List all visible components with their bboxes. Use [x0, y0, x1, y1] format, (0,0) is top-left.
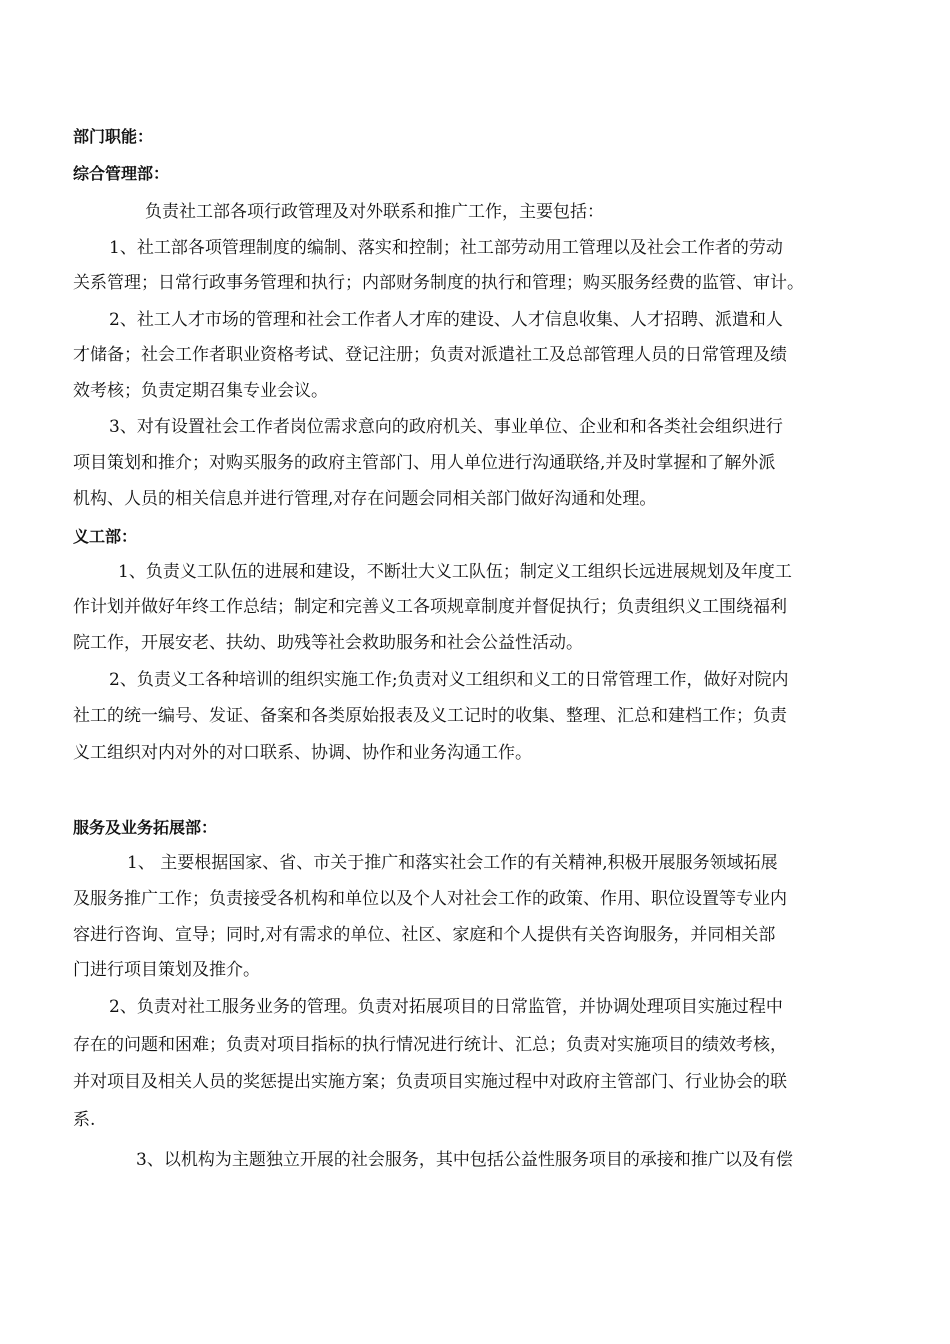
paragraph-line: 门进行项目策划及推介。	[73, 960, 260, 980]
paragraph-line: 机构、人员的相关信息并进行管理,对存在问题会同相关部门做好沟通和处理。	[73, 489, 657, 509]
paragraph-line: 系.	[73, 1110, 96, 1130]
paragraph-line: 义工组织对内对外的对口联系、协调、协作和业务沟通工作。	[73, 743, 532, 763]
document-title: 部门职能：	[73, 127, 154, 146]
paragraph-line: 1、 主要根据国家、省、市关于推广和落实社会工作的有关精神,积极开展服务领域拓展	[127, 853, 778, 873]
paragraph-line: 3、对有设置社会工作者岗位需求意向的政府机关、事业单位、企业和和各类社会组织进行	[109, 417, 783, 437]
paragraph-line: 容进行咨询、宣导；同时,对有需求的单位、社区、家庭和个人提供有关咨询服务，并同相关部	[73, 925, 776, 945]
paragraph-line: 并对项目及相关人员的奖惩提出实施方案；负责项目实施过程中对政府主管部门、行业协会的联	[73, 1072, 787, 1092]
paragraph-line: 项目策划和推介；对购买服务的政府主管部门、用人单位进行沟通联络,并及时掌握和了解外派	[73, 453, 776, 473]
paragraph-line: 2、负责义工各种培训的组织实施工作;负责对义工组织和义工的日常管理工作，做好对院内	[109, 670, 789, 690]
paragraph-line: 社工的统一编号、发证、备案和各类原始报表及义工记时的收集、整理、汇总和建档工作；负责	[73, 706, 787, 726]
section-heading-volunteer: 义工部：	[73, 527, 138, 546]
paragraph-line: 2、社工人才市场的管理和社会工作者人才库的建设、人才信息收集、人才招聘、派遣和人	[109, 310, 783, 330]
section-heading-general-management: 综合管理部：	[73, 164, 170, 183]
section-intro: 负责社工部各项行政管理及对外联系和推广工作，主要包括：	[145, 202, 604, 222]
paragraph-line: 效考核；负责定期召集专业会议。	[73, 381, 328, 401]
paragraph-line: 院工作，开展安老、扶幼、助残等社会救助服务和社会公益性活动。	[73, 633, 583, 653]
paragraph-line: 及服务推广工作；负责接受各机构和单位以及个人对社会工作的政策、作用、职位设置等专业内	[73, 889, 787, 909]
paragraph-line: 才储备；社会工作者职业资格考试、登记注册；负责对派遣社工及总部管理人员的日常管理及绩	[73, 345, 787, 365]
paragraph-line: 关系管理；日常行政事务管理和执行；内部财务制度的执行和管理；购买服务经费的监管、审计。	[73, 273, 804, 293]
paragraph-line: 1、负责义工队伍的进展和建设，不断壮大义工队伍；制定义工组织长远进展规划及年度工	[118, 562, 792, 582]
paragraph-line: 作计划并做好年终工作总结；制定和完善义工各项规章制度并督促执行；负责组织义工围绕福利	[73, 597, 787, 617]
paragraph-line: 1、社工部各项管理制度的编制、落实和控制；社工部劳动用工管理以及社会工作者的劳动	[109, 238, 783, 258]
section-heading-service-expansion: 服务及业务拓展部：	[73, 818, 218, 837]
paragraph-line: 存在的问题和困难；负责对项目指标的执行情况进行统计、汇总；负责对实施项目的绩效考核，	[73, 1035, 787, 1055]
paragraph-line: 3、以机构为主题独立开展的社会服务，其中包括公益性服务项目的承接和推广以及有偿	[136, 1150, 793, 1170]
paragraph-line: 2、负责对社工服务业务的管理。负责对拓展项目的日常监管，并协调处理项目实施过程中	[109, 997, 783, 1017]
